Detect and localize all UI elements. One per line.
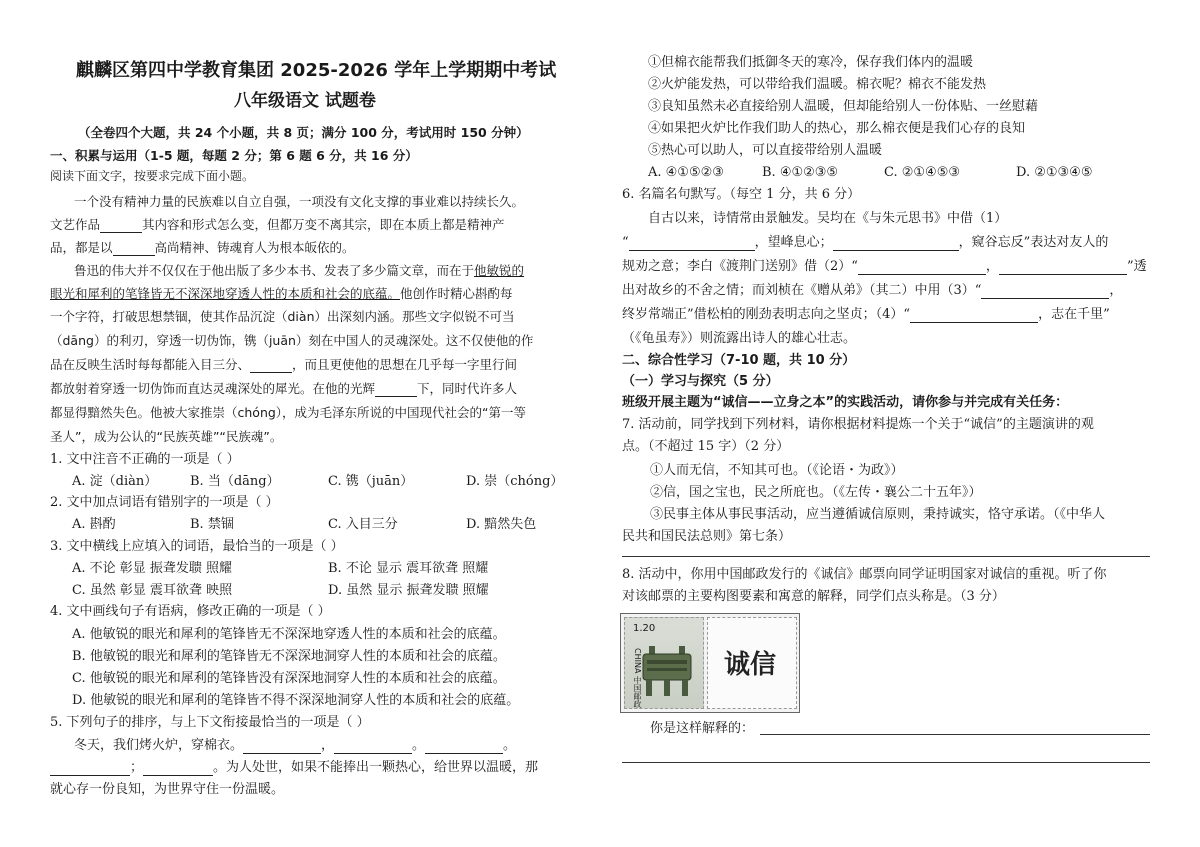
stamp-calligraphy: 诚信 (724, 650, 777, 680)
q4-stem: 4. 文中画线句子有语病，修改正确的一项是（ ） (50, 604, 331, 619)
q4-option-a[interactable]: A. 他敏锐的眼光和犀利的笔锋皆无不深深地穿透人性的本质和社会的底蕴。 (72, 627, 506, 642)
passage-line: 鲁迅的伟大并不仅仅在于他出版了多少本书、发表了多少篇文章，而在于他敏锐的 (74, 263, 525, 278)
q5-option-d[interactable]: D. ②①③④⑤ (1016, 165, 1093, 180)
passage-line: 都显得黯然失色。他被大家推崇（chóng），成为毛泽东所说的中国现代社会的“第一等 (50, 405, 527, 420)
q6-line: 出对故乡的不舍之情；而刘桢在《赠从弟》（其二）中用（3）“ ， (622, 283, 1123, 298)
q2-option-c[interactable]: C. 入目三分 (328, 517, 398, 532)
q2-option-b[interactable]: B. 禁锢 (190, 517, 234, 532)
q3-option-b[interactable]: B. 不论 显示 震耳欲聋 照耀 (328, 561, 489, 576)
q7-material-3: ③民事主体从事民事活动，应当遵循诚信原则，秉持诚实，恪守承诺。（《中华人 (650, 507, 1106, 522)
q5-sentence-4: ④如果把火炉比作我们助人的热心，那么棉衣便是我们心存的良知 (648, 121, 1026, 136)
q6-line: “ ，望峰息心； ，窥谷忘反”表达对友人的 (622, 235, 1109, 250)
blank[interactable] (629, 237, 755, 251)
q1-option-a[interactable]: A. 淀（diàn） (72, 474, 158, 489)
exam-info: （全卷四个大题，共 24 个小题，共 8 页；满分 100 分，考试用时 150 分钟） (78, 125, 529, 140)
q4-option-b[interactable]: B. 他敏锐的眼光和犀利的笔锋皆无不深深地洞穿人性的本质和社会的底蕴。 (72, 649, 506, 664)
stamp-country: CHINA 中国邮政 (633, 648, 642, 708)
q3-option-a[interactable]: A. 不论 彰显 振聋发聩 照耀 (72, 561, 233, 576)
blank[interactable] (50, 762, 130, 776)
q5-option-a[interactable]: A. ④①⑤②③ (648, 165, 724, 180)
q1-option-c[interactable]: C. 镌（juān） (328, 474, 414, 489)
passage-line: 品在反映生活时每每都能入目三分、 ，而且更使他的思想在几乎每一字里行间 (50, 357, 518, 372)
sub1-heading: （一）学习与探究（5 分） (622, 374, 779, 389)
blank[interactable] (910, 309, 1038, 323)
q5-sentence-3: ③良知虽然未必直接给别人温暖，但却能给别人一份体贴、一丝慰藉 (648, 99, 1039, 114)
integrity-stamp-image (620, 613, 800, 713)
q5-option-b[interactable]: B. ④①②③⑤ (762, 165, 839, 180)
q1-option-d[interactable]: D. 崇（chóng） (466, 474, 564, 489)
passage-line: 品，都是以 高尚精神、铸魂育人为根本皈依的。 (50, 240, 355, 255)
q8-answer-label: 你是这样解释的： (650, 721, 755, 736)
q5-option-c[interactable]: C. ②①④⑤③ (884, 165, 961, 180)
q7-material-4: 民共和国民法总则》第七条） (622, 529, 792, 544)
q5-sentence-2: ②火炉能发热，可以带给我们温暖。棉衣呢？棉衣不能发热 (648, 77, 987, 92)
blank[interactable] (243, 740, 321, 754)
q4-option-c[interactable]: C. 他敏锐的眼光和犀利的笔锋皆没有深深地洞穿人性的本质和社会的底蕴。 (72, 671, 506, 686)
ding-vessel-icon (637, 640, 697, 698)
blank[interactable] (143, 762, 213, 776)
q7-material-2: ②信，国之宝也，民之所庇也。（《左传・襄公二十五年》） (650, 485, 982, 500)
blank[interactable] (113, 242, 155, 256)
q5-sentence-5: ⑤热心可以助人，可以直接带给别人温暖 (648, 143, 883, 158)
passage-line: 都放射着穿透一切伪饰而直达灵魂深处的犀光。在他的光辉 下，同时代许多人 (50, 381, 518, 396)
q2-option-d[interactable]: D. 黯然失色 (466, 517, 537, 532)
q7-line: 点。（不超过 15 字）（2 分） (622, 439, 790, 454)
q5-sentence-1: ①但棉衣能帮我们抵御冬天的寒冷，保存我们体内的温暖 (648, 55, 974, 70)
q6-stem: 6. 名篇名句默写。（每空 1 分，共 6 分） (622, 187, 861, 202)
q8-answer-line-1[interactable] (760, 734, 1150, 735)
blank[interactable] (425, 740, 503, 754)
q6-line: 终岁常端正”借松柏的刚劲表明志向之坚贞；（4）“ ，志在千里” (622, 307, 1110, 322)
q8-line: 对该邮票的主要构图要素和寓意的解释，同学们点头称是。（3 分） (622, 589, 1005, 604)
passage-line: 圣人”，成为公认的“民族英雄”“民族魂”。 (50, 429, 283, 444)
q5-line: ； 。为人处世，如果不能捧出一颗热心，给世界以温暖，那 (50, 759, 538, 776)
q1-option-b[interactable]: B. 当（dāng） (190, 474, 280, 489)
stamp-value: 1.20 (633, 623, 656, 634)
passage-line: （dāng）的利刃，穿透一切伪饰，镌（juān）刻在中国人的灵魂深处。这不仅使他的作 (50, 333, 534, 348)
q3-option-d[interactable]: D. 虽然 显示 振聋发聩 照耀 (328, 583, 489, 598)
section2-heading: 二、综合性学习（7-10 题，共 10 分） (622, 353, 856, 368)
activity-intro: 班级开展主题为“诚信——立身之本”的实践活动，请你参与并完成有关任务： (622, 395, 1069, 410)
exam-subtitle: 八年级语文 试题卷 (234, 91, 376, 111)
q7-answer-line[interactable] (622, 556, 1150, 557)
blank[interactable] (981, 285, 1109, 299)
passage-line: 眼光和犀利的笔锋皆无不深深地穿透人性的本质和社会的底蕴。他创作时精心斟酌每 (50, 286, 513, 301)
blank[interactable] (858, 261, 986, 275)
blank[interactable] (999, 261, 1127, 275)
q4-option-d[interactable]: D. 他敏锐的眼光和犀利的笔锋皆不得不深深地洞穿人性的本质和社会的底蕴。 (72, 693, 520, 708)
blank[interactable] (334, 740, 412, 754)
q1-stem: 1. 文中注音不正确的一项是（ ） (50, 452, 240, 467)
q2-stem: 2. 文中加点词语有错别字的一项是（ ） (50, 495, 279, 510)
q6-line: 自古以来，诗情常由景触发。吴均在《与朱元思书》中借（1） (648, 211, 1008, 226)
underlined-sentence: 眼光和犀利的笔锋皆无不深深地穿透人性的本质和社会的底蕴。 (50, 286, 401, 301)
section1-heading: 一、积累与运用（1-5 题，每题 2 分；第 6 题 6 分，共 16 分） (50, 148, 418, 163)
bronze-ding-vessel-picture (624, 617, 704, 709)
underlined-sentence: 他敏锐的 (474, 263, 525, 278)
exam-title: 麒麟区第四中学教育集团 2025-2026 学年上学期期中考试 (76, 60, 557, 81)
q3-option-c[interactable]: C. 虽然 彰显 震耳欲聋 映照 (72, 583, 233, 598)
instruction: 阅读下面文字，按要求完成下面小题。 (50, 169, 255, 183)
q8-answer-line-2[interactable] (622, 762, 1150, 763)
q7-material-1: ①人而无信，不知其可也。（《论语・为政》） (650, 463, 904, 478)
calligraphy-scroll (707, 617, 797, 709)
q6-line: 规劝之意；李白《渡荆门送别》借（2）“ ， ”透 (622, 259, 1147, 274)
blank[interactable] (100, 219, 142, 233)
q6-line: （《龟虽寿》）则流露出诗人的雄心壮志。 (622, 331, 857, 346)
q3-stem: 3. 文中横线上应填入的词语，最恰当的一项是（ ） (50, 539, 344, 554)
q5-line: 就心存一份良知，为世界守住一份温暖。 (50, 782, 285, 797)
blank[interactable] (375, 383, 417, 397)
q5-stem: 5. 下列句子的排序，与上下文衔接最恰当的一项是（ ） (50, 715, 370, 730)
passage-line: 一个字符，打破思想禁锢，使其作品沉淀（diàn）出深刻内涵。那些文字似锐不可当 (50, 309, 515, 324)
q7-line: 7. 活动前，同学找到下列材料，请你根据材料提炼一个关于“诚信”的主题演讲的观 (622, 417, 1094, 432)
q8-line: 8. 活动中，你用中国邮政发行的《诚信》邮票向同学证明国家对诚信的重视。听了你 (622, 567, 1107, 582)
blank[interactable] (250, 359, 292, 373)
passage-line: 一个没有精神力量的民族难以自立自强，一项没有文化支撑的事业难以持续长久。 (74, 194, 525, 209)
blank[interactable] (833, 237, 959, 251)
q5-line: 冬天，我们烤火炉，穿棉衣。 ， 。 。 (74, 738, 517, 753)
passage-line: 文艺作品 其内容和形式怎么变，但都万变不离其宗，即在本质上都是精神产 (50, 217, 505, 232)
q2-option-a[interactable]: A. 斟酌 (72, 517, 116, 532)
